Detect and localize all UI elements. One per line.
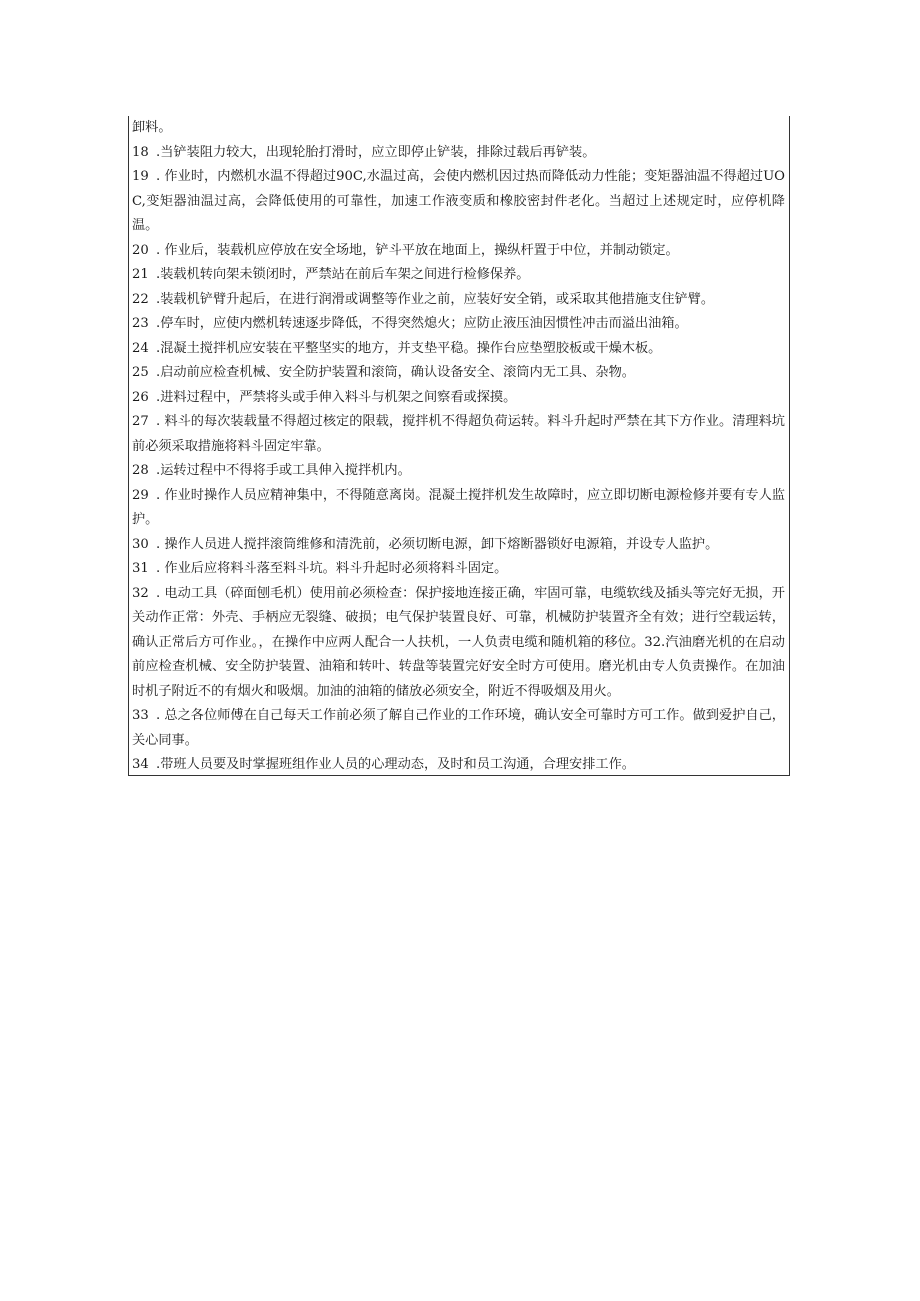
rule-text: .装载机转向架未锁闭时，严禁站在前后车架之间进行检修保养。 [156,267,530,282]
rule-number: 24 [132,340,149,356]
rules-list [132,141,785,777]
rule-item [132,312,785,337]
rule-text: .混凝土搅拌机应安装在平整坚实的地方，并支垫平稳。操作台应垫塑胶板或干燥木板。 [156,340,662,356]
rule-number: 28 [132,463,149,478]
rule-number: 20 [132,242,149,258]
rule-text: . 电动工具（碎面刨毛机）使用前必须检查：保护接地连接正确，牢固可靠，电缆软线及插头等完好无损，开关动作正常：外壳、手柄应无裂缝、破损；电气保护装置良好、可靠，机械防护装置齐全有效；进行空载运转，确认正常后方可作业。，在操作中应两人配合一人扶机，一人负责电缆和随机箱的移位。32.汽油磨光机的在启动前应检查机械、安全防护装置、油箱和转叶、转盘等装置完好安全时方可使用。磨光机由专人负责操作。在加油时机子附近不的有烟火和吸烟。加油的油箱的储放必须安全，附近不得吸烟及用火。 [132,585,785,699]
rule-text: . 操作人员进人搅拌滚筒维修和清洗前，必须切断电源，卸下熔断器锁好电源箱，并设专人监护。 [156,536,719,552]
rule-number: 19 [132,169,149,184]
rule-text: .带班人员要及时掌握班组作业人员的心理动态，及时和员工沟通，合理安排工作。 [156,757,635,772]
rule-text: .进料过程中，严禁将头或手伸入料斗与机架之间察看或探摸。 [156,389,517,405]
rule-item [132,386,785,411]
rule-text: . 总之各位师傅在自己每天工作前必须了解自己作业的工作环境，确认安全可靠时方可工作。做到爱护自己，关心同事。 [132,708,785,748]
rule-text: . 作业时，内燃机水温不得超过90C,水温过高，会使内燃机因过热而降低动力性能；变矩器油温不得超过UOC,变矩器油温过高，会降低使用的可靠性，加速工作液变质和橡胶密封件老化。当超过上述规定时，应停机降温。 [132,169,785,233]
rule-number: 21 [132,267,149,282]
rule-item [132,557,785,582]
rule-number: 26 [132,389,149,405]
rule-item [132,239,785,264]
rule-text: . 作业后，装载机应停放在安全场地，铲斗平放在地面上，操纵杆置于中位，并制动锁定。 [156,242,679,258]
rule-item [132,165,785,239]
rule-text: .启动前应检查机械、安全防护装置和滚筒，确认设备安全、滚筒内无工具、杂物。 [156,365,635,380]
rule-item [132,337,785,362]
document-content-box [128,116,790,776]
rule-text: .当铲装阻力较大，出现轮胎打滑时，应立即停止铲装，排除过载后再铲装。 [156,144,596,160]
rule-number: 18 [132,144,149,160]
rule-number: 34 [132,757,149,772]
rule-number: 33 [132,708,149,723]
rule-item [132,459,785,484]
rule-text: .装载机铲臂升起后，在进行润滑或调整等作业之前，应装好安全销，或采取其他措施支住铲臂。 [156,291,715,307]
rule-number: 30 [132,536,149,552]
rule-number: 32 [132,585,149,601]
rule-number: 23 [132,316,149,331]
rule-item [132,361,785,386]
continuation-text: 卸料。 [132,120,172,135]
rule-text: .运转过程中不得将手或工具伸入搅拌机内。 [156,463,411,478]
rule-number: 22 [132,291,149,307]
rule-item [132,704,785,753]
rule-item [132,582,785,705]
rule-text: . 料斗的每次装载量不得超过核定的限载，搅拌机不得超负荷运转。料斗升起时严禁在其下方作业。清理料坑前必须采取措施将料斗固定牢靠。 [132,414,785,454]
rule-text: .停车时，应使内燃机转速逐步降低，不得突然熄火；应防止液压油因惯性冲击而溢出油箱。 [156,316,688,331]
rule-number: 29 [132,487,149,503]
rule-item [132,263,785,288]
rule-item [132,533,785,558]
rule-item [132,141,785,166]
rule-item [132,410,785,459]
rule-text: . 作业后应将料斗落至料斗坑。料斗升起时必须将料斗固定。 [156,561,508,576]
rule-item [132,484,785,533]
rule-text: . 作业时操作人员应精神集中，不得随意离岗。混凝土搅拌机发生故障时，应立即切断电源检修并要有专人监护。 [132,487,785,527]
rule-number: 31 [132,561,149,576]
rule-item [132,753,785,776]
rule-number: 27 [132,414,149,429]
rule-item [132,288,785,313]
rule-number: 25 [132,365,149,380]
